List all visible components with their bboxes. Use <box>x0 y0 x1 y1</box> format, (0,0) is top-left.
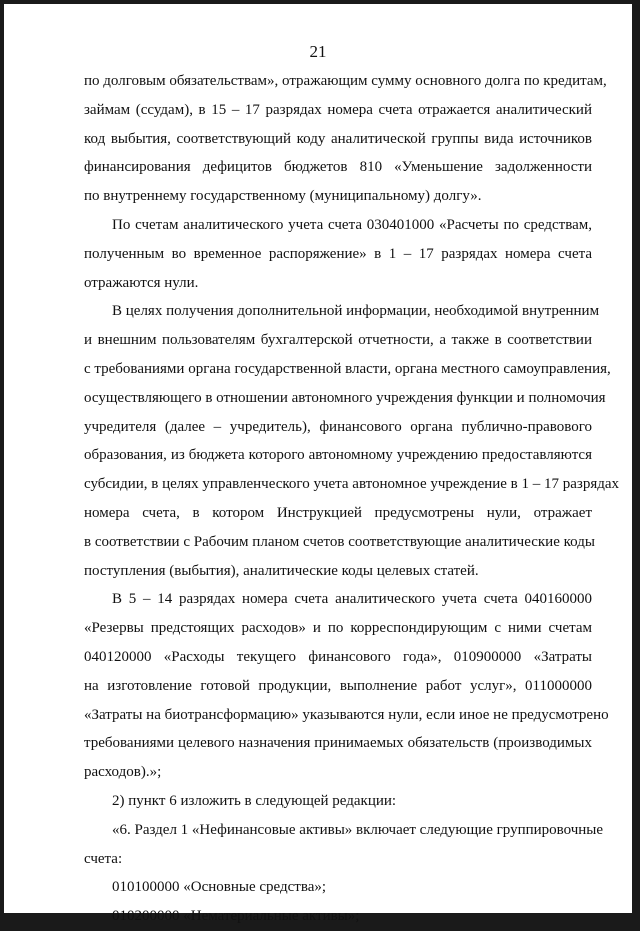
text-line: займам (ссудам), в 15 – 17 разрядах номера счета отражается аналитический <box>84 101 592 118</box>
text-line: 2) пункт 6 изложить в следующей редакции: <box>112 792 397 809</box>
text-line: 010100000 «Основные средства»; <box>112 879 327 896</box>
page-number: 21 <box>309 42 327 61</box>
text-line: счета: <box>84 850 123 867</box>
text-line: «Резервы предстоящих расходов» и по корреспондирующим с ними счетам <box>84 620 592 637</box>
text-line: 040120000 «Расходы текущего финансового года», 010900000 «Затраты <box>84 648 592 665</box>
text-line: учредителя (далее – учредитель), финансового органа публично-правового <box>84 418 592 435</box>
paragraph <box>84 787 592 816</box>
paragraph <box>84 211 592 297</box>
text-line: расходов).»; <box>84 764 162 781</box>
paragraph <box>84 67 607 211</box>
text-line: в соответствии с Рабочим планом счетов соответствующие аналитические коды <box>84 533 595 550</box>
text-line: по внутреннему государственному (муниципальному) долгу». <box>84 188 482 205</box>
text-line: на изготовление готовой продукции, выполнение работ услуг», 011000000 <box>84 677 592 694</box>
paragraph <box>84 585 609 787</box>
paragraph <box>84 902 592 931</box>
document-page <box>4 4 632 925</box>
text-line: полученным во временное распоряжение» в 1 – 17 разрядах номера счета <box>84 245 592 262</box>
text-line: номера счета, в котором Инструкцией предусмотрены нули, отражает <box>84 504 592 521</box>
text-line: и внешним пользователям бухгалтерской отчетности, а также в соответствии <box>84 332 592 349</box>
text-line: код выбытия, соответствующий коду аналитической группы вида источников <box>84 130 592 147</box>
document-body <box>84 67 620 931</box>
text-line: В целях получения дополнительной информации, необходимой внутренним <box>112 303 600 320</box>
text-line: По счетам аналитического учета счета 030401000 «Расчеты по средствам, <box>112 216 592 233</box>
text-line: финансирования дефицитов бюджетов 810 «Уменьшение задолженности <box>84 159 592 176</box>
text-line: требованиями целевого назначения принимаемых обязательств (производимых <box>84 735 592 752</box>
text-line: 010200000 «Нематериальные активы»; <box>112 908 360 925</box>
text-line: осуществляющего в отношении автономного учреждения функции и полномочия <box>84 389 606 406</box>
text-line: образования, из бюджета которого автономному учреждению предоставляются <box>84 447 592 464</box>
paragraph <box>84 297 620 585</box>
text-line: В 5 – 14 разрядах номера счета аналитического учета счета 040160000 <box>112 591 592 608</box>
text-line: субсидии, в целях управленческого учета автономное учреждение в 1 – 17 разрядах <box>84 476 620 493</box>
text-line: с требованиями органа государственной власти, органа местного самоуправления, <box>84 360 611 377</box>
text-line: «Затраты на биотрансформацию» указываются нули, если иное не предусмотрено <box>84 706 609 723</box>
text-line: поступления (выбытия), аналитические коды целевых статей. <box>84 562 479 579</box>
paragraph <box>84 873 592 902</box>
text-line: по долговым обязательствам», отражающим сумму основного долга по кредитам, <box>84 73 607 89</box>
text-line: «6. Раздел 1 «Нефинансовые активы» включает следующие группировочные <box>112 821 604 838</box>
paragraph <box>84 816 604 874</box>
text-line: отражаются нули. <box>84 274 199 291</box>
